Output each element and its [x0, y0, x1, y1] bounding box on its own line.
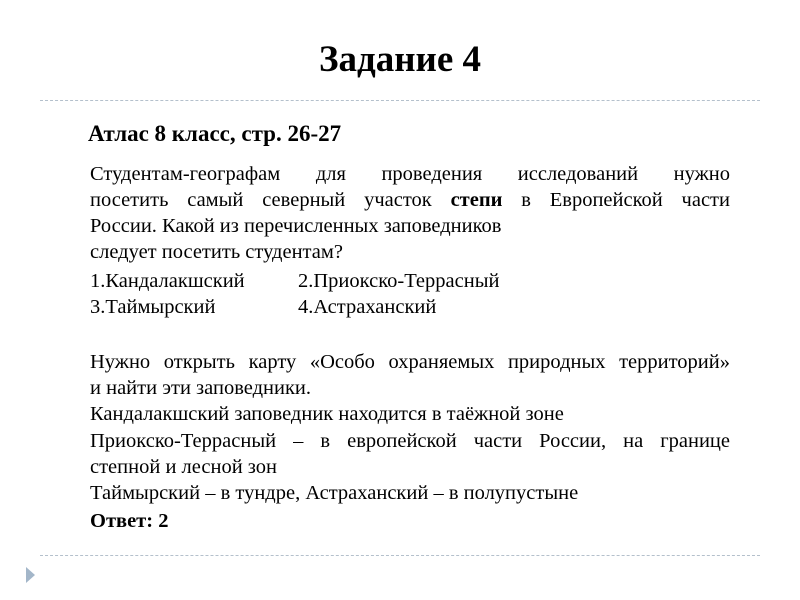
- option-2: 2.Приокско-Террасный: [298, 270, 500, 292]
- options-row: [90, 295, 730, 319]
- explanation-line: Таймырский – в тундре, Астраханский – в полупустыне: [90, 482, 579, 504]
- answer: Ответ: 2: [90, 510, 169, 532]
- options-row: [90, 269, 730, 293]
- text: в Европейской части: [502, 189, 730, 211]
- question-line: [90, 188, 730, 212]
- explanation-line: Нужно открыть карту «Особо охраняемых природных территорий»: [90, 351, 730, 373]
- bottom-divider: [40, 555, 760, 556]
- text: посетить самый северный участок: [90, 189, 451, 211]
- explanation-line: степной и лесной зон: [90, 456, 277, 478]
- keyword-steppe: степи: [450, 189, 503, 211]
- option-3: 3.Таймырский: [90, 296, 216, 318]
- question-line: Студентам-географам для проведения исследований нужно: [90, 163, 730, 185]
- top-divider: [40, 100, 760, 101]
- option-4: 4.Астраханский: [298, 296, 437, 318]
- question-line: России. Какой из перечисленных заповедников: [90, 215, 502, 237]
- question-line: следует посетить студентам?: [90, 241, 343, 263]
- explanation-line: Кандалакшский заповедник находится в таёжной зоне: [90, 403, 564, 425]
- explanation-line: Приокско-Террасный – в европейской части России, на границе: [90, 430, 730, 452]
- explanation-line: и найти эти заповедники.: [90, 377, 312, 399]
- atlas-reference: Атлас 8 класс, стр. 26-27: [88, 121, 342, 146]
- option-1: 1.Кандалакшский: [90, 270, 245, 292]
- bullet-triangle-icon: [26, 567, 35, 583]
- slide-title: Задание 4: [318, 39, 482, 80]
